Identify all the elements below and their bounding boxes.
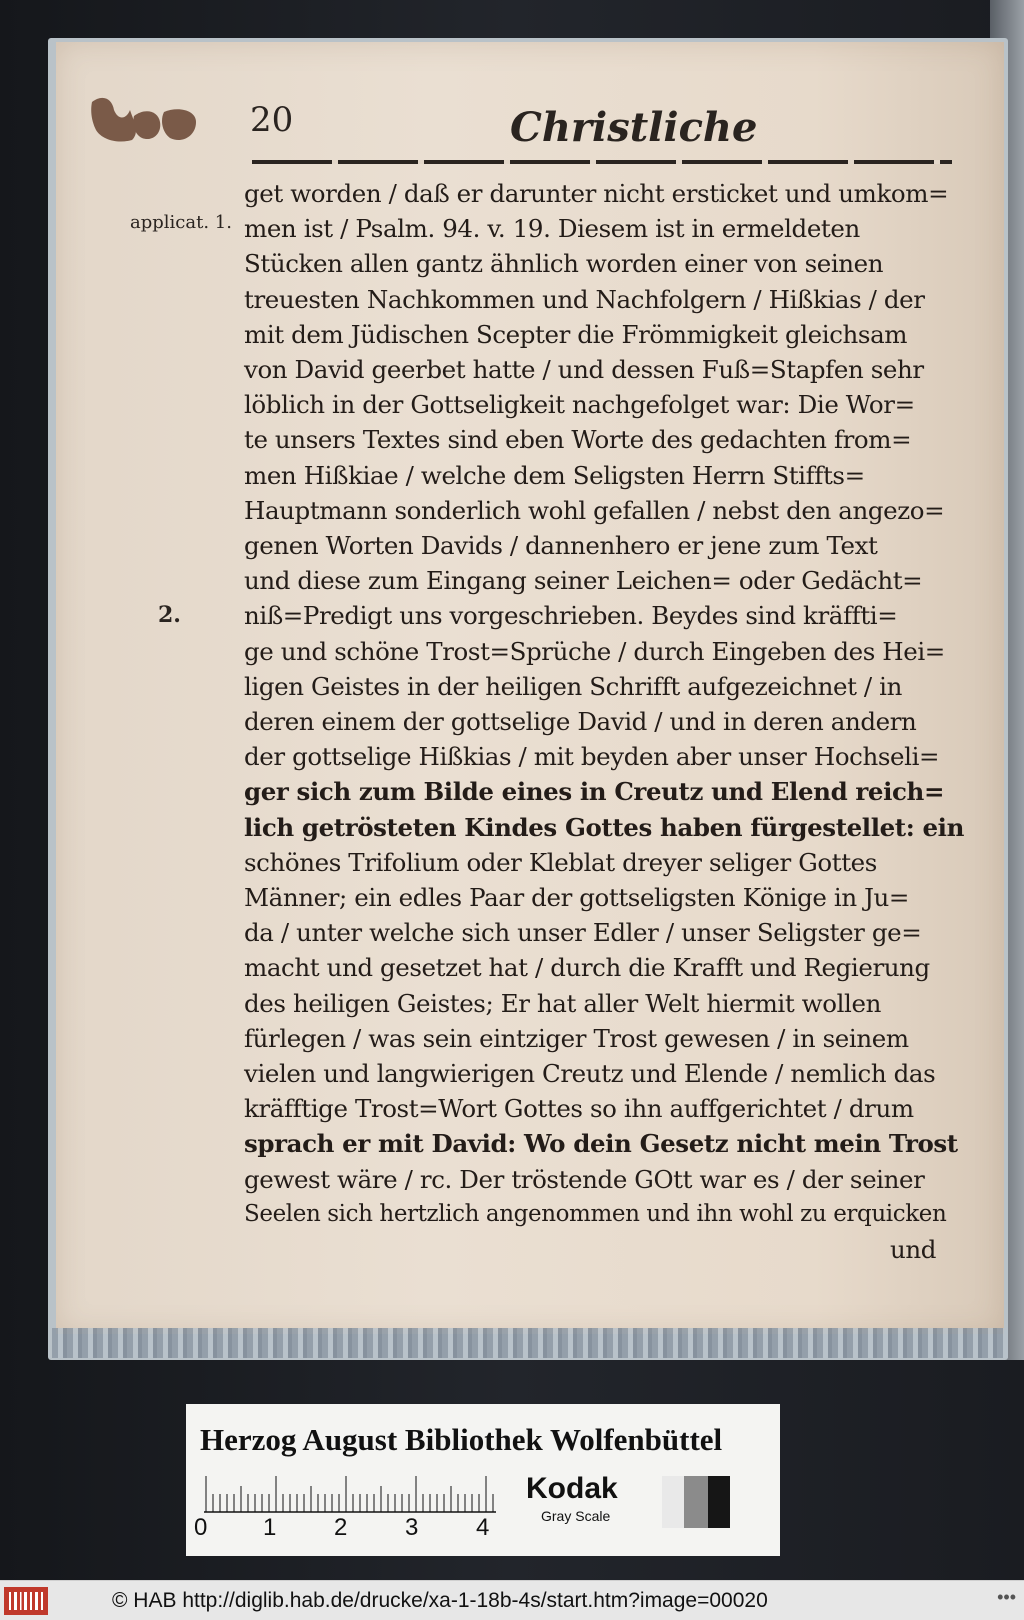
ruler-icon [204,1474,504,1514]
text-line: Stücken allen gantz ähnlich worden einer von seinen [244,249,884,279]
citation-url[interactable]: © HAB http://diglib.hab.de/drucke/xa-1-18b-4s/start.htm?image=00020 [112,1589,768,1612]
text-line: macht und gesetzet hat / durch die Krafft und Regierung [244,953,930,983]
text-line: treuesten Nachkommen und Nachfolgern / Hißkias / der [244,284,925,314]
ruler-number: 1 [263,1514,277,1541]
text-line: von David geerbet hatte / und dessen Fuß=Stapfen sehr [244,355,924,385]
catchword: und [889,1235,936,1265]
ruler-number: 0 [194,1514,208,1541]
text-line: löblich in der Gottseligkeit nachgefolget war: Die Wor= [244,390,915,420]
text-line: niß=Predigt uns vorgeschrieben. Beydes sind kräffti= [244,601,898,631]
text-line: men ist / Psalm. 94. v. 19. Diesem ist in ermeldeten [244,214,860,244]
text-line: deren einem der gottselige David / und in deren andern [244,707,917,737]
footer-bar [0,1580,1024,1620]
header-rule [252,160,952,164]
text-line: ger sich zum Bilde eines in Creutz und Elend reich= [244,777,945,807]
text-line: des heiligen Geistes; Er hat aller Welt hiermit wollen [244,988,881,1018]
text-line: da / unter welche sich unser Edler / unser Seligster ge= [244,918,922,948]
text-line: sprach er mit David: Wo dein Gesetz nicht mein Trost [244,1129,958,1159]
color-target-card [186,1404,780,1556]
text-line: Hauptmann sonderlich wohl gefallen / nebst den angezo= [244,495,945,525]
ruler-number: 3 [405,1514,419,1541]
text-line: schönes Trifolium oder Kleblat dreyer seliger Gottes [244,847,877,877]
margin-note-2: 2. [158,602,181,628]
more-options-icon[interactable]: ••• [997,1587,1016,1607]
gray-scale-label: Gray Scale [541,1508,611,1524]
kodak-logo: Kodak [526,1472,618,1505]
gray-swatch-mid [684,1476,708,1528]
ruler-number: 2 [334,1514,348,1541]
text-line: vielen und langwierigen Creutz und Elende / nemlich das [244,1059,936,1089]
text-line: lich getrösteten Kindes Gottes haben fürgestellet: ein [244,812,964,842]
page-bottom-edge [52,1328,1008,1358]
running-head: Christliche [510,104,758,151]
library-name: Herzog August Bibliothek Wolfenbüttel [200,1422,723,1457]
text-line: mit dem Jüdischen Scepter die Frömmigkeit gleichsam [244,319,908,349]
gray-swatch-dark [708,1476,730,1528]
text-line: Männer; ein edles Paar der gottseligsten Könige in Ju= [244,883,910,913]
text-line: te unsers Textes sind eben Worte des gedachten from= [244,425,912,455]
text-line: ge und schöne Trost=Sprüche / durch Eingeben des Hei= [244,636,945,666]
text-line: genen Worten Davids / dannenhero er jene zum Text [244,531,878,561]
text-line: der gottselige Hißkias / mit beyden aber unser Hochseli= [244,742,940,772]
page-number: 20 [250,100,294,140]
ruler-number: 4 [476,1514,490,1541]
text-line: gewest wäre / rc. Der tröstende GOtt war es / der seiner [244,1164,925,1194]
barcode-icon[interactable] [4,1587,48,1615]
text-line: ligen Geistes in der heiligen Schrifft aufgezeichnet / in [244,671,902,701]
text-line: kräfftige Trost=Wort Gottes so ihn auffgerichtet / drum [244,1094,914,1124]
margin-note-applicat: applicat. 1. [130,212,232,233]
text-line: men Hißkiae / welche dem Seligsten Herrn Stiffts= [244,460,865,490]
text-line: Seelen sich hertzlich angenommen und ihn wohl zu erquicken [244,1200,947,1227]
text-line: und diese zum Eingang seiner Leichen= oder Gedächt= [244,566,923,596]
gray-swatch-light [662,1476,684,1528]
library-stamp-icon [88,92,200,146]
text-line: fürlegen / was sein eintziger Trost gewesen / in seinem [244,1023,909,1053]
text-line: get worden / daß er darunter nicht ersticket und umkom= [244,179,949,208]
body-text [244,176,964,1267]
